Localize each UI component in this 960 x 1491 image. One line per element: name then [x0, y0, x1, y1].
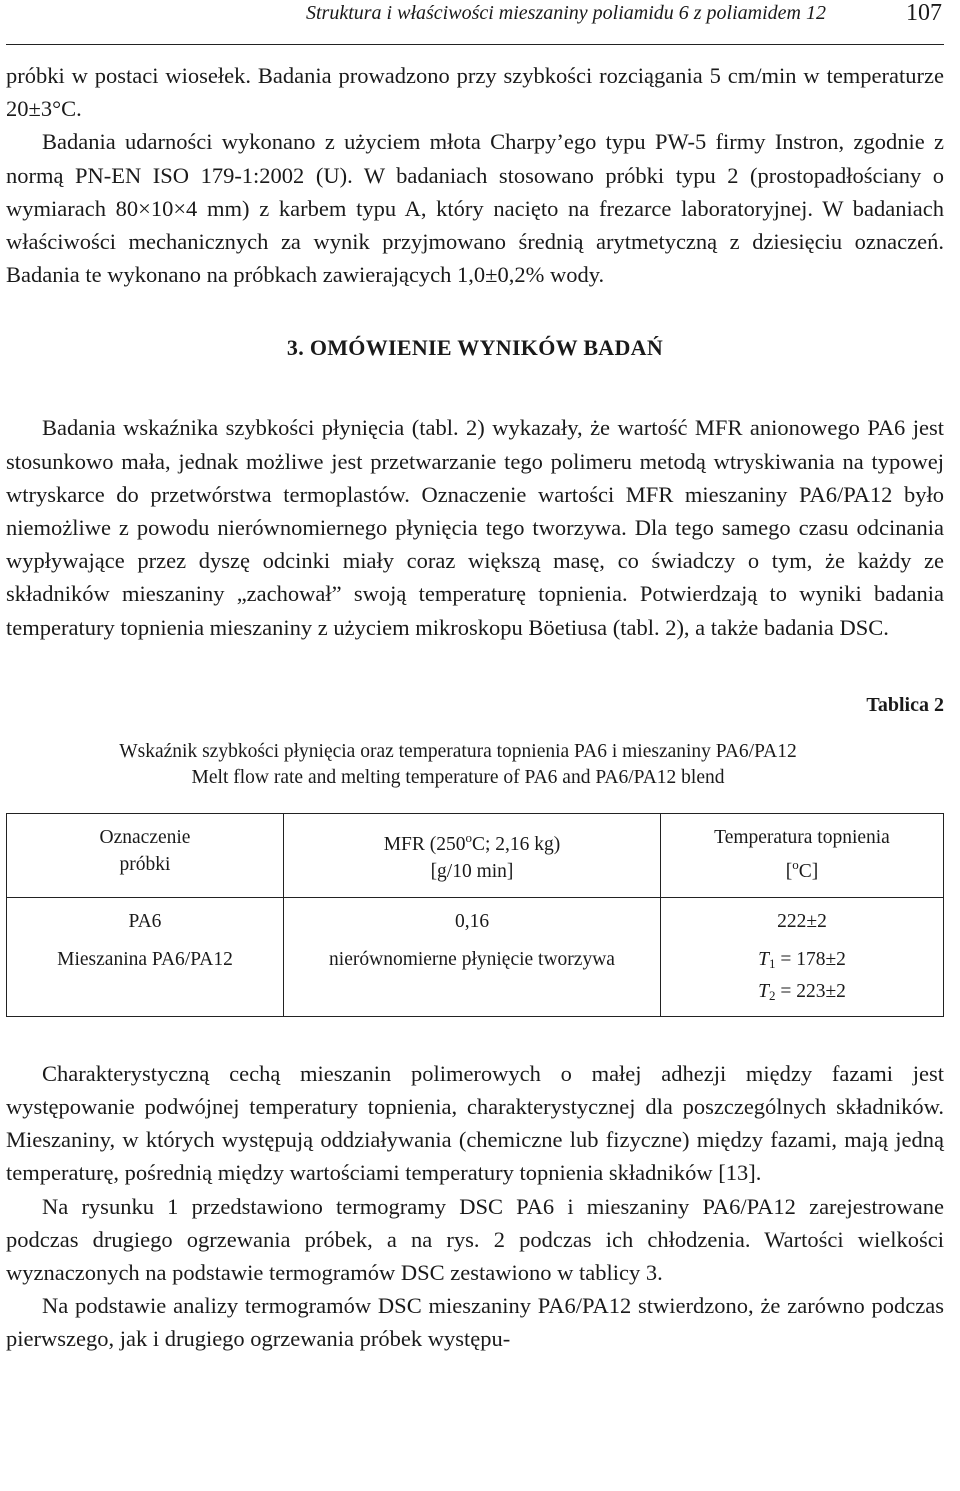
- table-label: Tablica 2: [866, 693, 944, 716]
- table-caption-pl: Wskaźnik szybkości płynięcia oraz temperatura topnienia PA6 i mieszaniny PA6/PA12: [119, 740, 797, 762]
- table-caption-en: Melt flow rate and melting temperature of PA6 and PA6/PA12 blend: [191, 766, 725, 788]
- running-title: Struktura i właściwości mieszaniny poliamidu 6 z poliamidem 12: [306, 2, 826, 24]
- cell-mfr: nierównomierne płynięcie tworzywa: [284, 936, 661, 1017]
- paragraph-impact-test: Badania udarności wykonano z użyciem młota Charpy’ego typu PW-5 firmy Instron, zgodnie z normą PN-EN ISO 179-1:2002 (U). W badaniach stosowano próbki typu 2 (prostopadłościany o wymiarach 80×10×4 mm) z karbem typu A, który nacięto na frezarce laboratoryjnej. W badaniach właściwości mechanicznych za wynik przyjmowano średnią arytmetyczną z dziesięciu oznaczeń. Badania te wykonano na próbkach zawierających 1,0±0,2% wody.: [6, 129, 944, 288]
- cell-temp: 222±2: [661, 897, 944, 936]
- temp-t2: $T_2 = 223\pm 2$: [758, 980, 846, 1003]
- cell-mfr: 0,16: [284, 897, 661, 936]
- paragraph-dsc-figures: Na rysunku 1 przedstawiono termogramy DSC PA6 i mieszaniny PA6/PA12 zarejestrowane podczas drugiego ogrzewania próbek, a na rys. 2 podczas ich chłodzenia. Wartości wielkości wyznaczonych na podstawie termogramów DSC zestawiono w tablicy 3.: [6, 1193, 944, 1286]
- header-melting-temp: Temperatura topnienia [$^o$C]: [661, 813, 944, 897]
- paragraph-dsc-analysis: Na podstawie analizy termogramów DSC mieszaniny PA6/PA12 stwierdzono, że zarówno podczas pierwszego, jak i drugiego ogrzewania próbek występu-: [6, 1293, 944, 1352]
- cell-temp: [661, 936, 944, 1017]
- table-row: [7, 897, 944, 936]
- paragraph-tensile-test: próbki w postaci wiosełek. Badania prowadzono przy szybkości rozciągania 5 cm/min w temperaturze 20±3°C.: [6, 63, 944, 122]
- data-table: [6, 813, 944, 1017]
- table-row: [7, 936, 944, 1017]
- header-sample: Oznaczenie próbki: [7, 813, 284, 897]
- cell-sample: PA6: [7, 897, 284, 936]
- running-header: [6, 0, 944, 45]
- header-mfr: MFR (250$^o$C; 2,16 kg) [g/10 min]: [284, 813, 661, 897]
- temp-t1: $T_1 = 178\pm 2$: [758, 948, 846, 971]
- paragraph-mfr-results: Badania wskaźnika szybkości płynięcia (tabl. 2) wykazały, że wartość MFR anionowego PA6 jest stosunkowo mała, jednak możliwe jest przetwarzanie tego polimeru metodą wtryskiwania na typowej wtryskarce do przetwórstwa termoplastów. Oznaczenie wartości MFR mieszaniny PA6/PA12 było niemożliwe z powodu nierównomiernego płynięcia tego tworzywa. Dla tego samego czasu odcinania wypływające przez dyszę odcinki miały coraz większą masę, co świadczy o tym, że każdy ze składników mieszaniny „zachował” swoją temperaturę topnienia. Potwierdzają to wyniki badania temperatury topnienia mieszaniny z użyciem mikroskopu Böetiusa (tabl. 2), a także badania DSC.: [6, 415, 944, 640]
- section-heading: 3. OMÓWIENIE WYNIKÓW BADAŃ: [286, 335, 664, 361]
- paragraph-double-melting: Charakterystyczną cechą mieszanin polimerowych o małej adhezji między fazami jest występowanie podwójnej temperatury topnienia, charakterystycznej dla poszczególnych składników. Mieszaniny, w których występują oddziaływania (chemiczne lub fizyczne) między fazami, mają jedną temperaturę, pośrednią między wartościami temperatury topnienia składników [13].: [6, 1060, 944, 1186]
- table-header-row: [7, 813, 944, 897]
- cell-sample: Mieszanina PA6/PA12: [7, 936, 284, 1017]
- page-number: 107: [906, 0, 942, 26]
